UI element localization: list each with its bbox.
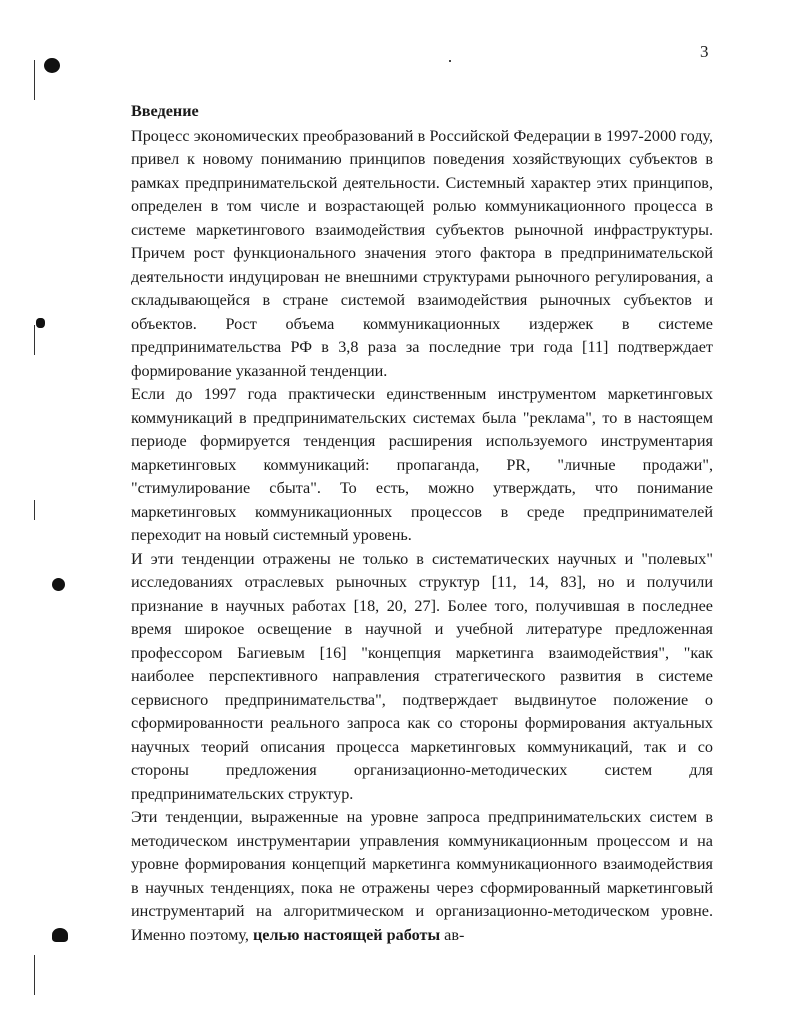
- scan-edge-line: [34, 60, 35, 100]
- paragraph-1: Процесс экономических преобразований в Российской Федерации в 1997-2000 году, привел к новому пониманию принципов поведения хозяйствующих субъектов в рамках предпринимательской деятельности. Системный характер этих принципов, определен в том числе и возрастающей ролью коммуникационного процесса в системе маркетингового взаимодействия субъектов рыночной инфраструктуры. Причем рост функционального значения этого фактора в предпринимательской деятельности индуцирован не внешними структурами рыночного регулирования, а складывающейся в стране системой взаимодействия рыночных субъектов и объектов. Рост объема коммуникационных издержек в системе предпринимательства РФ в 3,8 раза за последние три года [11] подтверждает формирование указанной тенденции.: [131, 126, 713, 380]
- scan-edge-line: [34, 500, 35, 520]
- punch-hole-mark: [52, 578, 65, 591]
- document-body: [131, 100, 713, 947]
- punch-hole-mark: [36, 318, 45, 328]
- paragraph-3: И эти тенденции отражены не только в систематических научных и "полевых" исследованиях отраслевых рыночных структур [11, 14, 83], но и получили признание в научных работах [18, 20, 27]. Более того, получившая в последнее время широкое освещение в научной и учебной литературе предложенная профессором Багиевым [16] "концепция маркетинга взаимодействия", "как наиболее перспективного направления стратегического развития в системе сервисного предпринимательства", подтверждает выдвинутое положение о сформированности реального запроса как со стороны формирования актуальных научных теорий описания процесса маркетинговых коммуникаций, так и со стороны предложения организационно-методических систем для предпринимательских структур.: [131, 549, 713, 803]
- section-heading: Введение: [131, 102, 199, 120]
- paragraph-4-tail: ав-: [440, 925, 465, 944]
- page-number: 3: [700, 42, 709, 61]
- paragraph-4-text: Эти тенденции, выраженные на уровне запроса предпринимательских систем в методическом инструментарии управления коммуникационным процессом и на уровне формирования концепций маркетинга коммуникационного взаимодействия в научных тенденциях, пока не отражены через сформированный маркетинговый инструментарий на алгоритмическом и организационно-методическом уровне. Именно поэтому,: [131, 808, 713, 944]
- scan-edge-line: [34, 325, 35, 355]
- scan-speck: [449, 60, 451, 62]
- punch-hole-mark: [44, 58, 60, 73]
- paragraph-4: [131, 806, 713, 947]
- paragraph-4-bold-phrase: целью настоящей работы: [252, 925, 441, 944]
- scan-edge-line: [34, 955, 35, 995]
- punch-hole-mark: [52, 928, 68, 942]
- paragraph-2: Если до 1997 года практически единственным инструментом маркетинговых коммуникаций в предпринимательских системах была "реклама", то в настоящем периоде формируется тенденция расширения используемого инструментария маркетинговых коммуникаций: пропаганда, PR, "личные продажи", "стимулирование сбыта". То есть, можно утверждать, что понимание маркетинговых коммуникационных процессов в среде предпринимателей переходит на новый системный уровень.: [131, 385, 713, 544]
